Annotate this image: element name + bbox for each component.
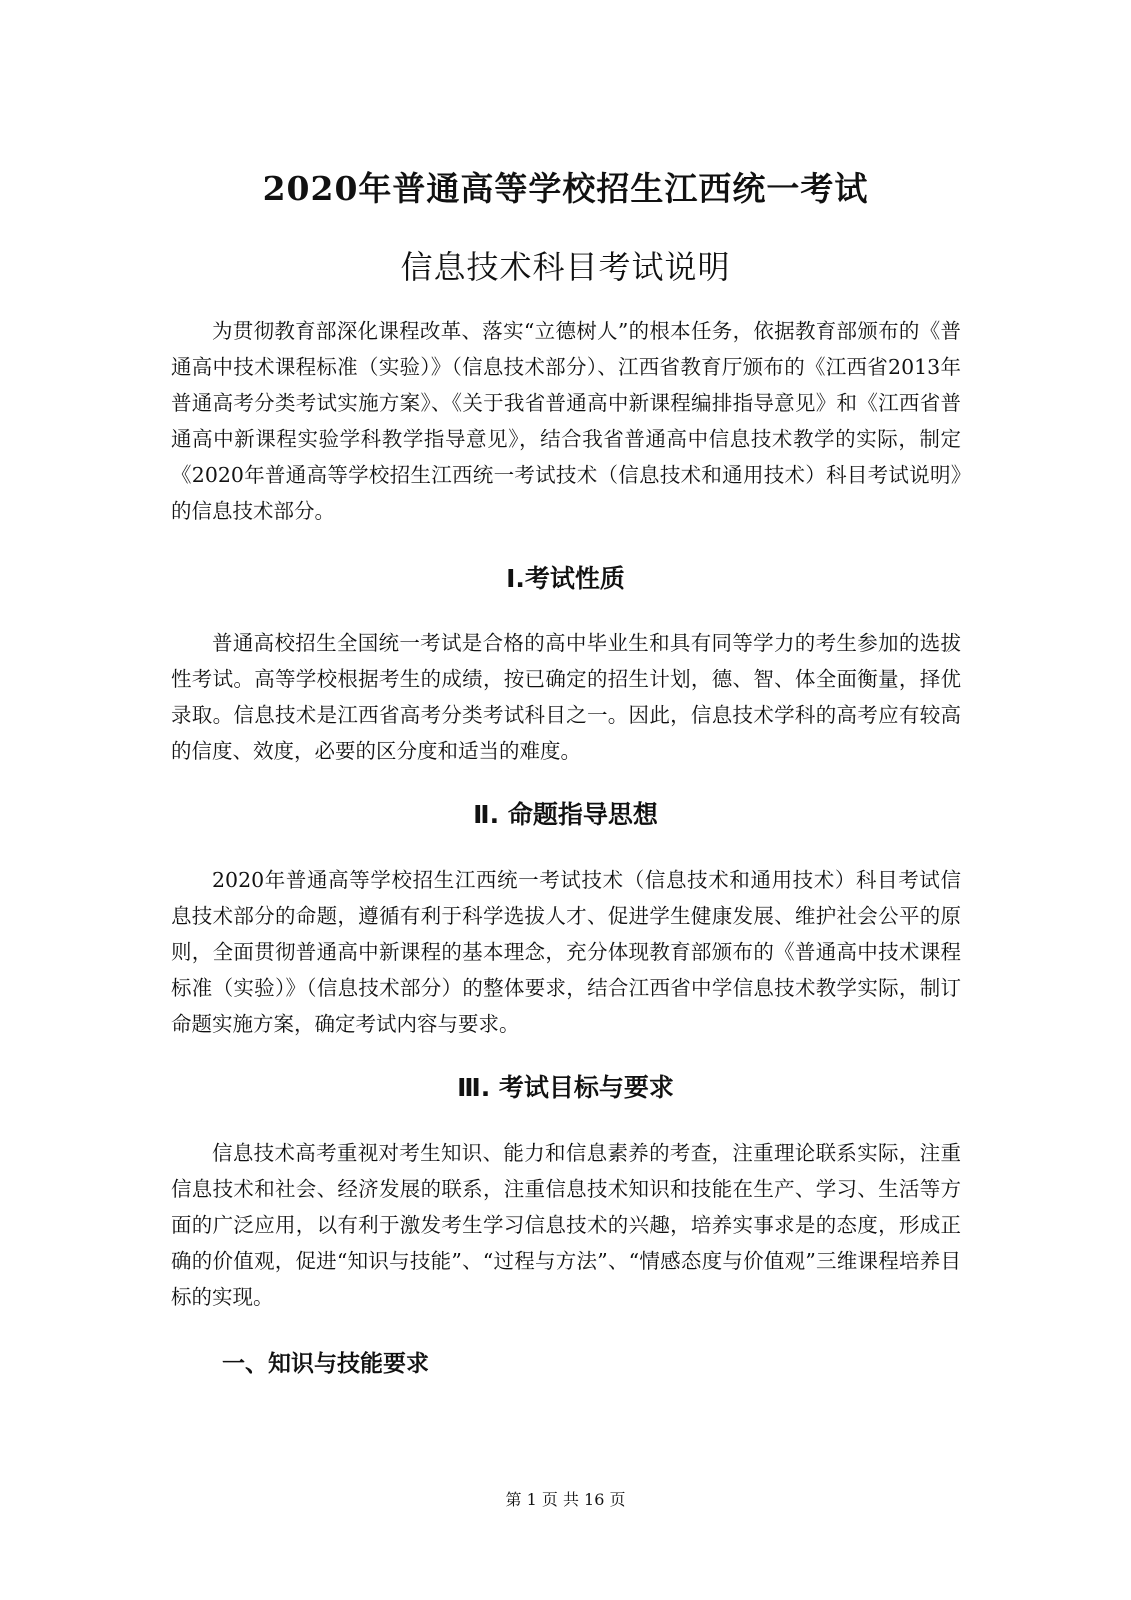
section-heading-nature: Ⅰ.考试性质 [506,564,625,593]
section-body-objectives: 信息技术高考重视对考生知识、能力和信息素养的考查，注重理论联系实际，注重信息技术和社会、经济发展的联系，注重信息技术知识和技能在生产、学习、生活等方面的广泛应用，以有利于激发考生学习信息技术的兴趣，培养实事求是的态度，形成正确的价值观，促进“知识与技能”、“过程与方法”、“情感态度与价值观”三维课程培养目标的实现。 [171,1141,961,1309]
section-heading-objectives: Ⅲ. 考试目标与要求 [457,1073,674,1102]
section-heading-guiding-ideology: Ⅱ. 命题指导思想 [473,800,658,829]
document-title: 2020年普通高等学校招生江西统一考试 [262,169,869,208]
subheading-knowledge-skills: 一、知识与技能要求 [222,1351,429,1377]
section-body-guiding-ideology: 2020年普通高等学校招生江西统一考试技术（信息技术和通用技术）科目考试信息技术部分的命题，遵循有利于科学选拔人才、促进学生健康发展、维护社会公平的原则，全面贯彻普通高中新课程的基本理念，充分体现教育部颁布的《普通高中技术课程标准（实验）》（信息技术部分）的整体要求，结合江西省中学信息技术教学实际，制订命题实施方案，确定考试内容与要求。 [171,868,961,1036]
page-footer: 第 1 页 共 16 页 [505,1490,626,1509]
intro-paragraph: 为贯彻教育部深化课程改革、落实“立德树人”的根本任务，依据教育部颁布的《普通高中技术课程标准（实验）》（信息技术部分）、江西省教育厅颁布的《江西省2013年普通高考分类考试实施方案》、《关于我省普通高中新课程编排指导意见》和《江西省普通高中新课程实验学科教学指导意见》，结合我省普通高中信息技术教学的实际，制定《2020年普通高等学校招生江西统一考试技术（信息技术和通用技术）科目考试说明》的信息技术部分。 [171,319,961,523]
section-body-nature: 普通高校招生全国统一考试是合格的高中毕业生和具有同等学力的考生参加的选拔性考试。高等学校根据考生的成绩，按已确定的招生计划，德、智、体全面衡量，择优录取。信息技术是江西省高考分类考试科目之一。因此，信息技术学科的高考应有较高的信度、效度，必要的区分度和适当的难度。 [171,631,961,763]
document-subtitle: 信息技术科目考试说明 [400,248,731,286]
